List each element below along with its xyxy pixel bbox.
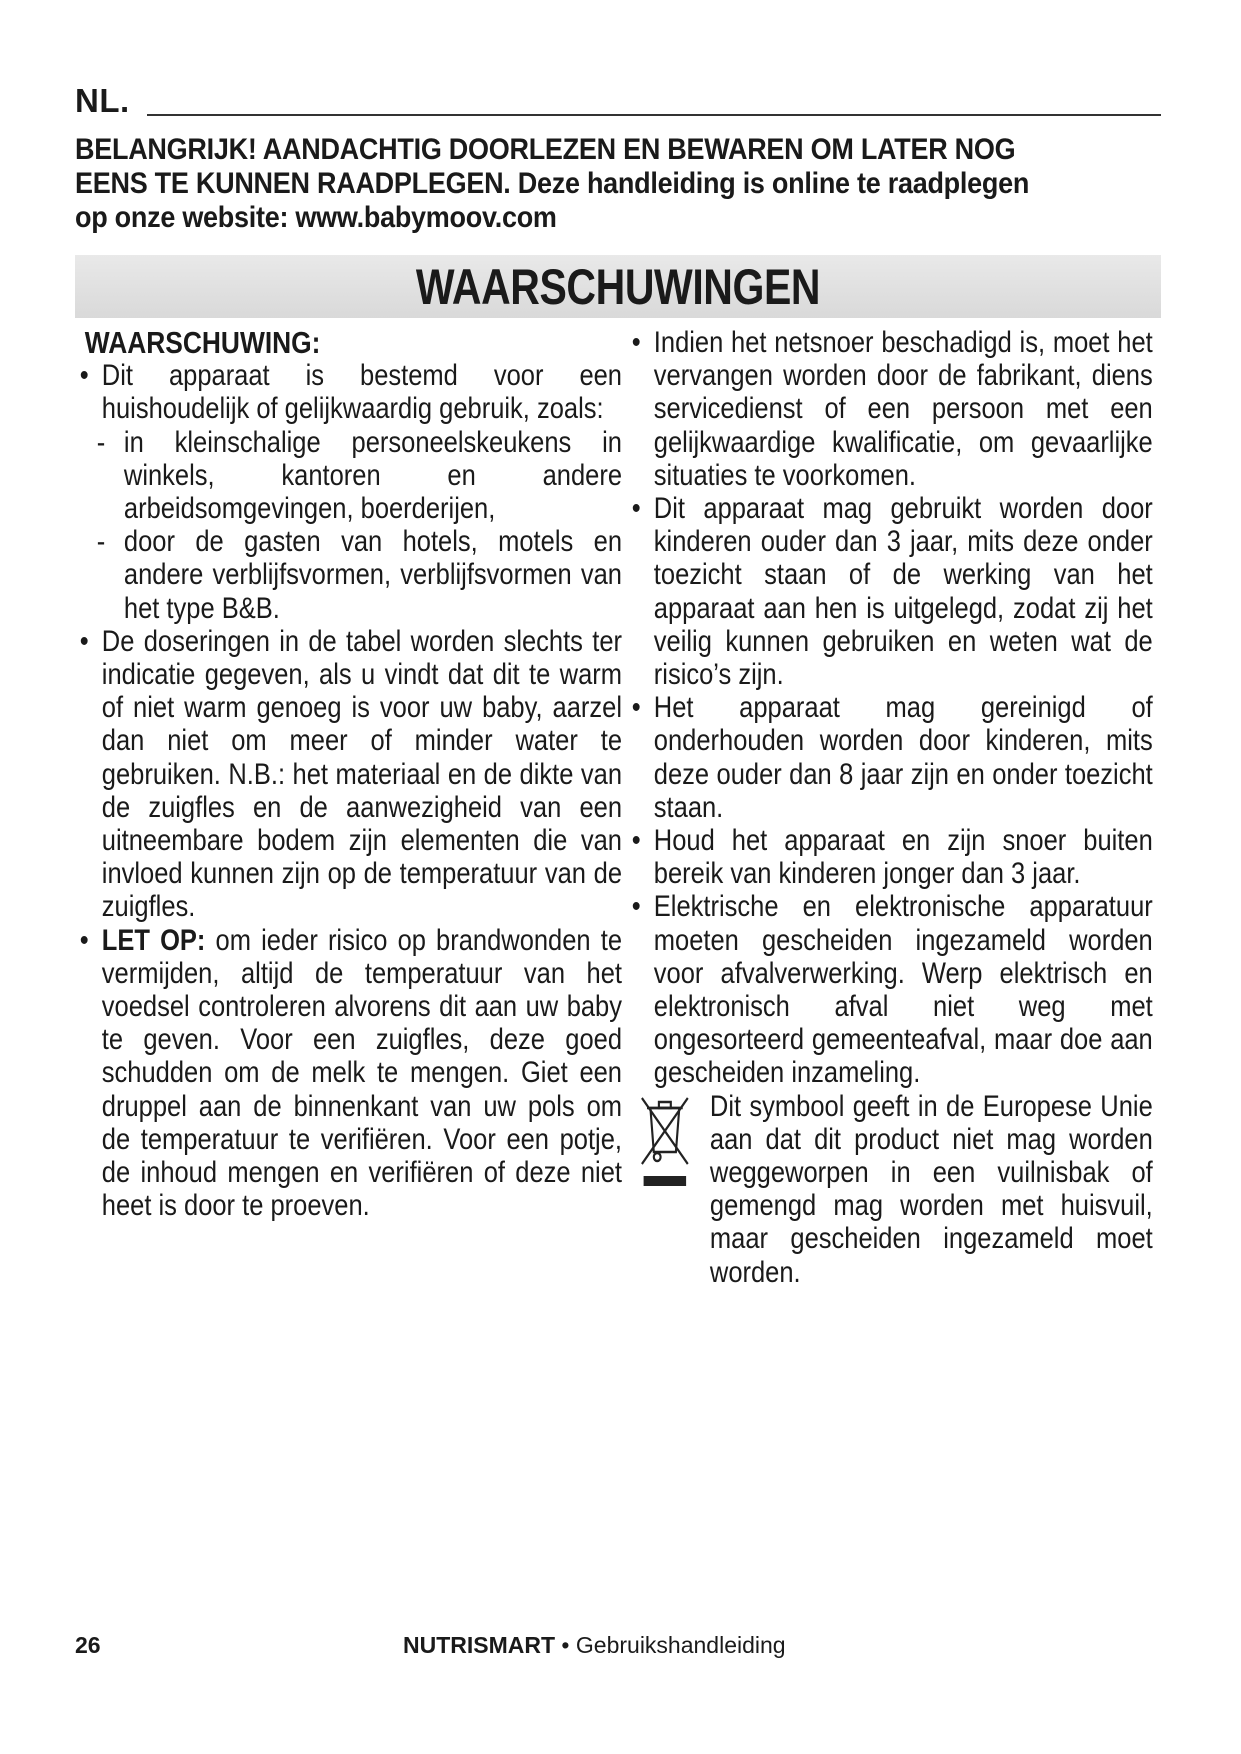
warning-item-dosage-table: • De doseringen in de tabel worden slechts ter indicatie gegeven, als u vindt dat dit te warm of niet warm genoeg is voor uw baby, aarzel dan niet om meer of minder water te gebruiken. N.B.: het materiaal en de dikte van de zuigfles en de aanwezigheid van een uitneembare bodem zijn elementen die van invloed kunnen zijn op de temperatuur van de zuigfles. [78, 625, 622, 924]
warning-item-children-use: • Dit apparaat mag gebruikt worden door kinderen ouder dan 3 jaar, mits deze onder toezicht staan of de werking van het apparaat aan hen is uitgelegd, zodat zij het veilig kunnen gebruiken en weten wat de risico’s zijn. [630, 492, 1153, 691]
weee-text: Dit symbool geeft in de Europese Unie aan dat dit product niet mag worden weggeworpen in een vuilnisbak of gemengd mag worden met huisvuil, maar gescheiden ingezameld moet worden. [709, 1089, 1153, 1289]
let-op-label: LET OP: [101, 923, 206, 957]
footer-title [403, 1632, 786, 1659]
document-type: Gebruikshandleiding [575, 1632, 786, 1658]
warning-subitem-hotel-guests: - door de gasten van hotels, motels en andere verblijfsvormen, verblijfsvormen van het type B&B. [97, 525, 622, 625]
section-title: WAARSCHUWINGEN [415, 259, 821, 315]
footer-separator: • [555, 1632, 576, 1658]
section-banner [75, 255, 1161, 318]
warning-heading: WAARSCHUWING: [84, 325, 321, 360]
warning-item-let-op [78, 924, 622, 1223]
crossed-out-wheelie-bin-icon [639, 1096, 692, 1192]
warning-item-power-cord: • Indien het netsnoer beschadigd is, moet het vervangen worden door de fabrikant, diens servicedienst of een persoon met een gelijkwaardige kwalificatie, om gevaarlijke situaties te voorkomen. [630, 326, 1153, 492]
page-number: 26 [75, 1632, 101, 1658]
warning-subitem-staff-kitchens: - in kleinschalige personeelskeukens in winkels, kantoren en andere arbeidsomgevingen, boerderijen, [97, 426, 622, 526]
warning-item-keep-away: • Houd het apparaat en zijn snoer buiten bereik van kinderen jonger dan 3 jaar. [630, 824, 1153, 890]
warning-item-household-use: • Dit apparaat is bestemd voor een huishoudelijk of gelijkwaardig gebruik, zoals: [78, 359, 622, 425]
product-name: NUTRISMART [403, 1632, 556, 1658]
weee-notice [630, 1090, 1153, 1289]
right-column [630, 326, 1153, 1289]
warning-item-children-cleaning: • Het apparaat mag gereinigd of onderhouden worden door kinderen, mits deze ouder dan 8 jaar zijn en onder toezicht staan. [630, 691, 1153, 824]
warning-item-weee: • Elektrische en elektronische apparatuur moeten gescheiden ingezameld worden voor afvalverwerking. Werp elektrisch en elektronisch afval niet weg met ongesorteerd gemeenteafval, maar doe aan gescheiden inzameling. [630, 890, 1153, 1089]
header-rule [147, 114, 1161, 116]
language-label: NL. [75, 82, 130, 119]
left-column [78, 326, 622, 1222]
intro-notice: BELANGRIJK! AANDACHTIG DOORLEZEN EN BEWAREN OM LATER NOG EENS TE KUNNEN RAADPLEGEN. Deze handleiding is online te raadplegen op onze website: www.babymoov.com [75, 133, 1030, 234]
let-op-text: om ieder risico op brandwonden te vermijden, altijd de temperatuur van het voedsel controleren alvorens dit aan uw baby te geven. Voor een zuigfles, deze goed schudden om de melk te mengen. Giet een druppel aan de binnenkant van uw pols om de temperatuur te verifiëren. Voor een potje, de inhoud mengen en verifiëren of deze niet heet is door te proeven. [101, 923, 623, 1223]
